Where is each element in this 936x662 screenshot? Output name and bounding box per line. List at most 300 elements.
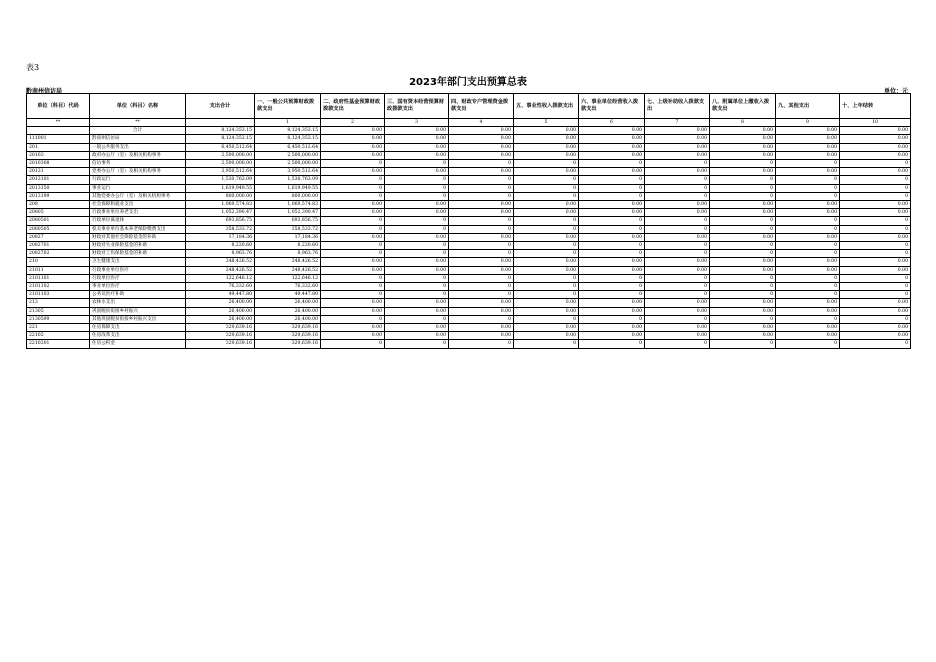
amount-cell: 0.00 [449, 135, 514, 143]
amount-cell: 0.00 [840, 209, 911, 217]
name-cell: 住房改革支出 [90, 332, 186, 340]
amount-cell: 0.00 [710, 151, 776, 159]
amount-cell: 8,124,353.15 [186, 127, 255, 135]
amount-cell: 0 [321, 315, 385, 323]
name-cell: 行政单位离退休 [90, 217, 186, 225]
amount-cell: 0.00 [840, 258, 911, 266]
amount-cell: 8,220.60 [186, 242, 255, 250]
amount-cell: 0.00 [321, 151, 385, 159]
amount-cell: 0.00 [385, 209, 449, 217]
department-name: 黔南州信访局 [26, 88, 63, 95]
table-row [27, 299, 911, 307]
amount-cell: 0 [776, 176, 840, 184]
amount-cell: 0.00 [579, 209, 645, 217]
name-cell: 行政事业单位养老支出 [90, 209, 186, 217]
amount-cell: 0 [710, 184, 776, 192]
amount-cell: 0.00 [840, 266, 911, 274]
amount-cell: 0.00 [776, 258, 840, 266]
amount-cell: 0.00 [776, 201, 840, 209]
amount-cell: 0.00 [579, 168, 645, 176]
amount-cell: 0 [776, 315, 840, 323]
amount-cell: 0.00 [645, 299, 710, 307]
column-header: 十、上年结转 [840, 94, 911, 119]
amount-cell: 0 [579, 192, 645, 200]
amount-cell: 0 [710, 291, 776, 299]
column-header: 六、事业单位经营收入拨款支出 [579, 94, 645, 119]
code-cell: 2101103 [27, 291, 90, 299]
amount-cell: 26,400.00 [186, 315, 255, 323]
column-index-row [27, 119, 911, 127]
amount-cell: 0.00 [840, 233, 911, 241]
amount-cell: 3,950,512.64 [255, 168, 321, 176]
amount-cell: 0 [321, 274, 385, 282]
amount-cell: 0 [321, 217, 385, 225]
amount-cell: 0 [514, 160, 579, 168]
amount-cell: 0.00 [514, 233, 579, 241]
amount-cell: 122,646.12 [255, 274, 321, 282]
amount-cell: 0 [579, 242, 645, 250]
amount-cell: 0.00 [514, 266, 579, 274]
amount-cell: 0 [579, 315, 645, 323]
amount-cell: 0 [449, 242, 514, 250]
amount-cell: 0.00 [321, 324, 385, 332]
amount-cell: 0.00 [514, 127, 579, 135]
amount-cell: 0.00 [514, 201, 579, 209]
amount-cell: 0 [645, 340, 710, 348]
table-row [27, 209, 911, 217]
amount-cell: 8,963.76 [255, 250, 321, 258]
amount-cell: 26,400.00 [255, 315, 321, 323]
amount-cell: 17,184.36 [255, 233, 321, 241]
amount-cell: 0 [514, 283, 579, 291]
amount-cell: 0.00 [579, 324, 645, 332]
code-cell: 20131 [27, 168, 90, 176]
name-cell: 其他党委办公厅（室）及相关机构事务 [90, 192, 186, 200]
amount-cell: 0 [579, 184, 645, 192]
amount-cell: 0.00 [710, 332, 776, 340]
amount-cell: 0 [710, 274, 776, 282]
amount-cell: 0 [514, 192, 579, 200]
amount-cell: 0.00 [321, 209, 385, 217]
amount-cell: 0 [449, 291, 514, 299]
amount-cell: 0 [321, 192, 385, 200]
amount-cell: 0 [385, 315, 449, 323]
amount-cell: 329,639.16 [255, 340, 321, 348]
column-index-cell: 3 [385, 119, 449, 127]
amount-cell: 2,500,000.00 [186, 151, 255, 159]
amount-cell: 0 [385, 340, 449, 348]
amount-cell: 0 [645, 217, 710, 225]
amount-cell: 0 [776, 291, 840, 299]
amount-cell: 0.00 [645, 324, 710, 332]
amount-cell: 0.00 [579, 258, 645, 266]
code-cell: 208 [27, 201, 90, 209]
table-row [27, 160, 911, 168]
amount-cell: 0 [710, 242, 776, 250]
amount-cell: 0.00 [579, 143, 645, 151]
code-cell: 2080505 [27, 225, 90, 233]
amount-cell: 0 [840, 225, 911, 233]
amount-cell: 8,124,353.15 [255, 135, 321, 143]
amount-cell: 248,426.52 [255, 258, 321, 266]
name-cell: 黔南州信访局 [90, 135, 186, 143]
amount-cell: 0.00 [579, 307, 645, 315]
amount-cell: 0 [776, 225, 840, 233]
amount-cell: 0 [514, 242, 579, 250]
amount-cell: 122,646.12 [186, 274, 255, 282]
amount-cell: 0.00 [776, 151, 840, 159]
name-cell: 公务员医疗补助 [90, 291, 186, 299]
name-cell: 政府办公厅（室）及相关机构事务 [90, 151, 186, 159]
amount-cell: 0 [514, 225, 579, 233]
table-row [27, 201, 911, 209]
table-row [27, 266, 911, 274]
amount-cell: 26,400.00 [255, 299, 321, 307]
amount-cell: 0 [840, 192, 911, 200]
amount-cell: 0 [840, 217, 911, 225]
amount-cell: 2,500,000.00 [255, 151, 321, 159]
amount-cell: 0.00 [449, 233, 514, 241]
amount-cell: 49,447.80 [186, 291, 255, 299]
amount-cell: 0.00 [645, 151, 710, 159]
amount-cell: 0.00 [449, 324, 514, 332]
amount-cell: 0 [321, 250, 385, 258]
code-cell: 20805 [27, 209, 90, 217]
amount-cell: 0.00 [776, 168, 840, 176]
amount-cell: 0.00 [645, 201, 710, 209]
amount-cell: 693,856.75 [186, 217, 255, 225]
amount-cell: 0.00 [449, 143, 514, 151]
amount-cell: 0.00 [840, 307, 911, 315]
amount-cell: 0 [840, 250, 911, 258]
amount-cell: 0 [514, 274, 579, 282]
amount-cell: 0.00 [776, 307, 840, 315]
amount-cell: 0.00 [645, 209, 710, 217]
amount-cell: 0 [579, 217, 645, 225]
amount-cell: 0 [514, 315, 579, 323]
amount-cell: 0.00 [645, 258, 710, 266]
amount-cell: 0 [385, 242, 449, 250]
name-cell: 社会保障和就业支出 [90, 201, 186, 209]
amount-cell: 0.00 [321, 135, 385, 143]
column-header: 单位（科目）代码 [27, 94, 90, 119]
name-cell: 事业单位医疗 [90, 283, 186, 291]
amount-cell: 0.00 [514, 209, 579, 217]
amount-cell: 0.00 [840, 127, 911, 135]
amount-cell: 0 [710, 250, 776, 258]
amount-cell: 0.00 [321, 201, 385, 209]
table-row [27, 127, 911, 135]
amount-cell: 0 [840, 274, 911, 282]
amount-cell: 0.00 [514, 332, 579, 340]
amount-cell: 0 [776, 184, 840, 192]
amount-cell: 0 [449, 225, 514, 233]
amount-cell: 0.00 [710, 233, 776, 241]
name-cell: 行政运行 [90, 176, 186, 184]
name-cell: 事业运行 [90, 184, 186, 192]
column-index-cell: 1 [255, 119, 321, 127]
amount-cell: 0.00 [579, 135, 645, 143]
name-cell: 一般公共服务支出 [90, 143, 186, 151]
amount-cell: 26,400.00 [186, 299, 255, 307]
amount-cell: 0 [321, 160, 385, 168]
amount-cell: 0.00 [385, 151, 449, 159]
amount-cell: 0.00 [514, 143, 579, 151]
amount-cell: 0 [710, 192, 776, 200]
table-row [27, 217, 911, 225]
table-row [27, 258, 911, 266]
amount-cell: 0 [645, 225, 710, 233]
amount-cell: 0.00 [840, 332, 911, 340]
amount-cell: 0.00 [449, 151, 514, 159]
amount-cell: 3,950,512.64 [186, 168, 255, 176]
amount-cell: 26,400.00 [255, 307, 321, 315]
amount-cell: 0 [645, 283, 710, 291]
amount-cell: 0.00 [514, 324, 579, 332]
amount-cell: 0 [645, 192, 710, 200]
table-row [27, 291, 911, 299]
amount-cell: 0.00 [514, 135, 579, 143]
amount-cell: 0 [385, 160, 449, 168]
amount-cell: 0 [449, 184, 514, 192]
column-index-cell: 2 [321, 119, 385, 127]
amount-cell: 0 [579, 225, 645, 233]
code-cell: 210 [27, 258, 90, 266]
table-row [27, 283, 911, 291]
amount-cell: 0 [385, 217, 449, 225]
amount-cell: 0.00 [385, 332, 449, 340]
amount-cell: 800,000.00 [186, 192, 255, 200]
amount-cell: 358,533.72 [255, 225, 321, 233]
amount-cell: 0.00 [385, 135, 449, 143]
table-row [27, 233, 911, 241]
name-cell: 巩固脱贫衔接乡村振兴 [90, 307, 186, 315]
amount-cell: 0 [579, 250, 645, 258]
column-index-cell: ** [27, 119, 90, 127]
code-cell: 2013199 [27, 192, 90, 200]
amount-cell: 0.00 [840, 151, 911, 159]
column-header: 五、事业性收入拨款支出 [514, 94, 579, 119]
amount-cell: 0.00 [449, 168, 514, 176]
amount-cell: 0.00 [321, 143, 385, 151]
amount-cell: 0.00 [321, 258, 385, 266]
amount-cell: 0.00 [645, 127, 710, 135]
amount-cell: 0 [321, 225, 385, 233]
name-cell: 信访事务 [90, 160, 186, 168]
amount-cell: 0.00 [579, 299, 645, 307]
amount-cell: 0 [776, 274, 840, 282]
amount-cell: 0 [579, 274, 645, 282]
amount-cell: 0.00 [449, 258, 514, 266]
amount-cell: 0.00 [385, 127, 449, 135]
code-cell: 213 [27, 299, 90, 307]
column-index-cell: 8 [710, 119, 776, 127]
code-cell: 2130599 [27, 315, 90, 323]
table-row [27, 143, 911, 151]
table-row [27, 168, 911, 176]
amount-cell: 1,530,763.09 [255, 176, 321, 184]
amount-cell: 1,052,390.47 [255, 209, 321, 217]
amount-cell: 0 [449, 340, 514, 348]
amount-cell: 0 [321, 283, 385, 291]
amount-cell: 0 [645, 250, 710, 258]
amount-cell: 0.00 [710, 307, 776, 315]
column-index-cell: 4 [449, 119, 514, 127]
amount-cell: 0.00 [385, 266, 449, 274]
amount-cell: 0.00 [776, 332, 840, 340]
amount-cell: 0.00 [840, 168, 911, 176]
column-header: 一、一般公共预算财政拨款支出 [255, 94, 321, 119]
amount-cell: 0 [321, 184, 385, 192]
amount-cell: 0.00 [321, 307, 385, 315]
amount-cell: 0 [321, 176, 385, 184]
amount-cell: 0.00 [645, 266, 710, 274]
amount-cell: 0 [449, 250, 514, 258]
amount-cell: 0 [776, 340, 840, 348]
amount-cell: 0 [645, 315, 710, 323]
amount-cell: 0.00 [710, 143, 776, 151]
amount-cell: 248,426.52 [255, 266, 321, 274]
amount-cell: 0 [840, 340, 911, 348]
amount-cell: 0.00 [385, 168, 449, 176]
table-row [27, 192, 911, 200]
amount-cell: 0 [514, 250, 579, 258]
amount-cell: 26,400.00 [186, 307, 255, 315]
amount-cell: 1,052,390.47 [186, 209, 255, 217]
amount-cell: 0 [385, 184, 449, 192]
name-cell: 财政对其他社会保险基金的补助 [90, 233, 186, 241]
name-cell: 合计 [90, 127, 186, 135]
amount-cell: 0 [840, 176, 911, 184]
amount-cell: 0 [385, 250, 449, 258]
currency-unit-label: 单位：元 [883, 88, 908, 95]
table-row [27, 151, 911, 159]
amount-cell: 8,963.76 [186, 250, 255, 258]
amount-cell: 0.00 [579, 332, 645, 340]
name-cell: 农林水支出 [90, 299, 186, 307]
table-row [27, 184, 911, 192]
amount-cell: 0 [514, 291, 579, 299]
amount-cell: 329,639.16 [186, 332, 255, 340]
amount-cell: 0 [840, 160, 911, 168]
amount-cell: 800,000.00 [255, 192, 321, 200]
code-cell: 201 [27, 143, 90, 151]
table-row [27, 340, 911, 348]
amount-cell: 0 [710, 225, 776, 233]
table-row [27, 332, 911, 340]
amount-cell: 0 [579, 340, 645, 348]
amount-cell: 76,332.60 [186, 283, 255, 291]
table-row [27, 242, 911, 250]
amount-cell: 0.00 [776, 209, 840, 217]
column-index-cell: 7 [645, 119, 710, 127]
name-cell: 党委办公厅（室）及相关机构事务 [90, 168, 186, 176]
code-cell: 111001 [27, 135, 90, 143]
code-cell: 21011 [27, 266, 90, 274]
name-cell: 机关事业单位基本养老保险缴费支出 [90, 225, 186, 233]
amount-cell: 8,124,353.15 [255, 127, 321, 135]
column-header: 单位（科目）名称 [90, 94, 186, 119]
table-row [27, 315, 911, 323]
amount-cell: 0 [776, 217, 840, 225]
amount-cell: 329,639.16 [186, 324, 255, 332]
amount-cell: 0 [321, 340, 385, 348]
amount-cell: 0 [449, 160, 514, 168]
amount-cell: 0 [840, 291, 911, 299]
page-title: 2023年部门支出预算总表 [409, 77, 527, 88]
amount-cell: 0 [645, 291, 710, 299]
amount-cell: 693,856.75 [255, 217, 321, 225]
amount-cell: 0 [385, 176, 449, 184]
code-cell: 20103 [27, 151, 90, 159]
amount-cell: 0 [645, 176, 710, 184]
code-cell: 2080501 [27, 217, 90, 225]
name-cell: 住房保障支出 [90, 324, 186, 332]
amount-cell: 1,619,949.55 [255, 184, 321, 192]
amount-cell: 0.00 [449, 209, 514, 217]
amount-cell: 0.00 [449, 307, 514, 315]
amount-cell: 0.00 [840, 135, 911, 143]
amount-cell: 0.00 [449, 266, 514, 274]
amount-cell: 0.00 [840, 299, 911, 307]
amount-cell: 0 [514, 217, 579, 225]
amount-cell: 0 [840, 184, 911, 192]
code-cell: 2010308 [27, 160, 90, 168]
amount-cell: 0.00 [579, 151, 645, 159]
table-row [27, 324, 911, 332]
amount-cell: 0.00 [385, 233, 449, 241]
amount-cell: 1,069,574.83 [255, 201, 321, 209]
table-row [27, 274, 911, 282]
amount-cell: 0 [321, 291, 385, 299]
table-row [27, 307, 911, 315]
amount-cell: 0.00 [449, 299, 514, 307]
code-cell: 2210201 [27, 340, 90, 348]
amount-cell: 49,447.80 [255, 291, 321, 299]
amount-cell: 0 [514, 176, 579, 184]
amount-cell: 0.00 [321, 233, 385, 241]
amount-cell: 6,450,512.64 [186, 143, 255, 151]
column-header: 七、上级补助收入拨款支出 [645, 94, 710, 119]
amount-cell: 0.00 [385, 299, 449, 307]
amount-cell: 0 [645, 160, 710, 168]
amount-cell: 0.00 [710, 258, 776, 266]
amount-cell: 0.00 [579, 127, 645, 135]
amount-cell: 0 [710, 176, 776, 184]
amount-cell: 1,619,949.55 [186, 184, 255, 192]
amount-cell: 8,220.60 [255, 242, 321, 250]
table-row [27, 250, 911, 258]
amount-cell: 0.00 [579, 233, 645, 241]
column-index-cell: ** [90, 119, 186, 127]
amount-cell: 0.00 [645, 233, 710, 241]
amount-cell: 358,533.72 [186, 225, 255, 233]
amount-cell: 0 [579, 160, 645, 168]
amount-cell: 0 [840, 315, 911, 323]
amount-cell: 0.00 [514, 258, 579, 266]
amount-cell: 0.00 [321, 299, 385, 307]
amount-cell: 0 [840, 283, 911, 291]
amount-cell: 248,426.52 [186, 258, 255, 266]
amount-cell: 0.00 [321, 332, 385, 340]
amount-cell: 329,639.16 [255, 332, 321, 340]
amount-cell: 0.00 [514, 151, 579, 159]
amount-cell: 0 [776, 160, 840, 168]
amount-cell: 0.00 [321, 266, 385, 274]
amount-cell: 0 [710, 315, 776, 323]
amount-cell: 0 [840, 242, 911, 250]
amount-cell: 0.00 [645, 135, 710, 143]
